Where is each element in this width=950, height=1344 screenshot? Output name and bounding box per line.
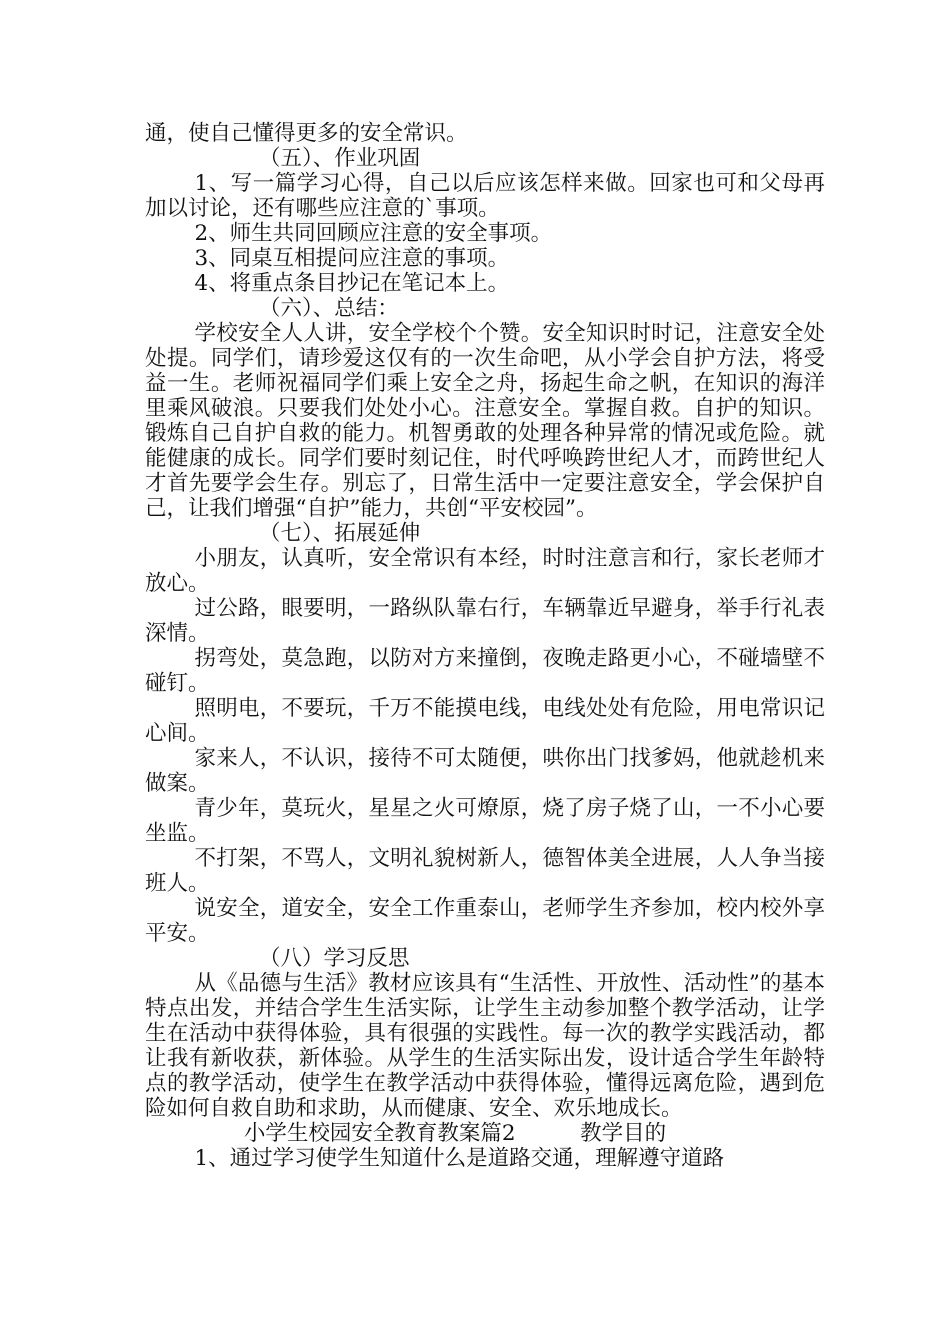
- summary-paragraph: 学校安全人人讲，安全学校个个赞。安全知识时时记，注意安全处处提。同学们，请珍爱这仅有的一次生命吧，从小学会自护方法，将受益一生。老师祝福同学们乘上安全之舟，扬起生命之帆，在知识的海洋里乘风破浪。只要我们处处小心。注意安全。掌握自救。自护的知识。锻炼自己自护自救的能力。机智勇敢的处理各种异常的情况或危险。就能健康的成长。同学们要时刻记住，时代呼唤跨世纪人才，而跨世纪人才首先要学会生存。别忘了，日常生活中一定要注意安全，学会保护自己，让我们增强“自护”能力，共创“平安校园”。: [145, 321, 825, 521]
- homework-item-4: 4、将重点条目抄记在笔记本上。: [194, 271, 510, 296]
- objective-item-1: 1、通过学习使学生知道什么是道路交通，理解遵守道路: [194, 1146, 725, 1171]
- rhyme-verse-4: 照明电，不要玩，千万不能摸电线，电线处处有危险，用电常识记心间。: [145, 696, 825, 746]
- rhyme-verse-6: 青少年，莫玩火，星星之火可燎原，烧了房子烧了山，一不小心要坐监。: [145, 796, 825, 846]
- rhyme-verse-1: 小朋友，认真听，安全常识有本经，时时注意言和行，家长老师才放心。: [145, 546, 825, 596]
- rhyme-verse-5: 家来人，不认识，接待不可太随便，哄你出门找爹妈，他就趁机来做案。: [145, 746, 825, 796]
- homework-item-3: 3、同桌互相提问应注意的事项。: [194, 246, 510, 271]
- reflection-paragraph: 从《品德与生活》教材应该具有“生活性、开放性、活动性”的基本特点出发，并结合学生生活实际，让学生主动参加整个教学活动，让学生在活动中获得体验，具有很强的实践性。每一次的教学实践活动，都让我有新收获，新体验。从学生的生活实际出发，设计适合学生年龄特点的教学活动，使学生在教学活动中获得体验，懂得远离危险，遇到危险如何自救自助和求助，从而健康、安全、欢乐地成长。: [145, 971, 825, 1121]
- section-heading-6: （六）、总结：: [258, 296, 399, 321]
- homework-item-2: 2、师生共同回顾应注意的安全事项。: [194, 221, 553, 246]
- lesson-plan-2-title: 小学生校园安全教育教案篇2 教学目的: [243, 1121, 667, 1146]
- section-heading-7: （七）、拓展延伸: [258, 521, 421, 546]
- rhyme-verse-7: 不打架，不骂人，文明礼貌树新人，德智体美全进展，人人争当接班人。: [145, 846, 825, 896]
- rhyme-verse-3: 拐弯处，莫急跑，以防对方来撞倒，夜晚走路更小心，不碰墙壁不碰钉。: [145, 646, 825, 696]
- section-heading-8: （八）学习反思: [258, 946, 410, 971]
- paragraph-continuation: 通，使自己懂得更多的安全常识。: [145, 121, 468, 146]
- rhyme-verse-2: 过公路，眼要明，一路纵队靠右行，车辆靠近早避身，举手行礼表深情。: [145, 596, 825, 646]
- homework-item-1: 1、写一篇学习心得，自己以后应该怎样来做。回家也可和父母再加以讨论，还有哪些应注意的`事项。: [145, 171, 825, 221]
- document-body: [145, 121, 825, 1171]
- section-heading-5: （五）、作业巩固: [258, 146, 421, 171]
- rhyme-verse-8: 说安全，道安全，安全工作重泰山，老师学生齐参加，校内校外享平安。: [145, 896, 825, 946]
